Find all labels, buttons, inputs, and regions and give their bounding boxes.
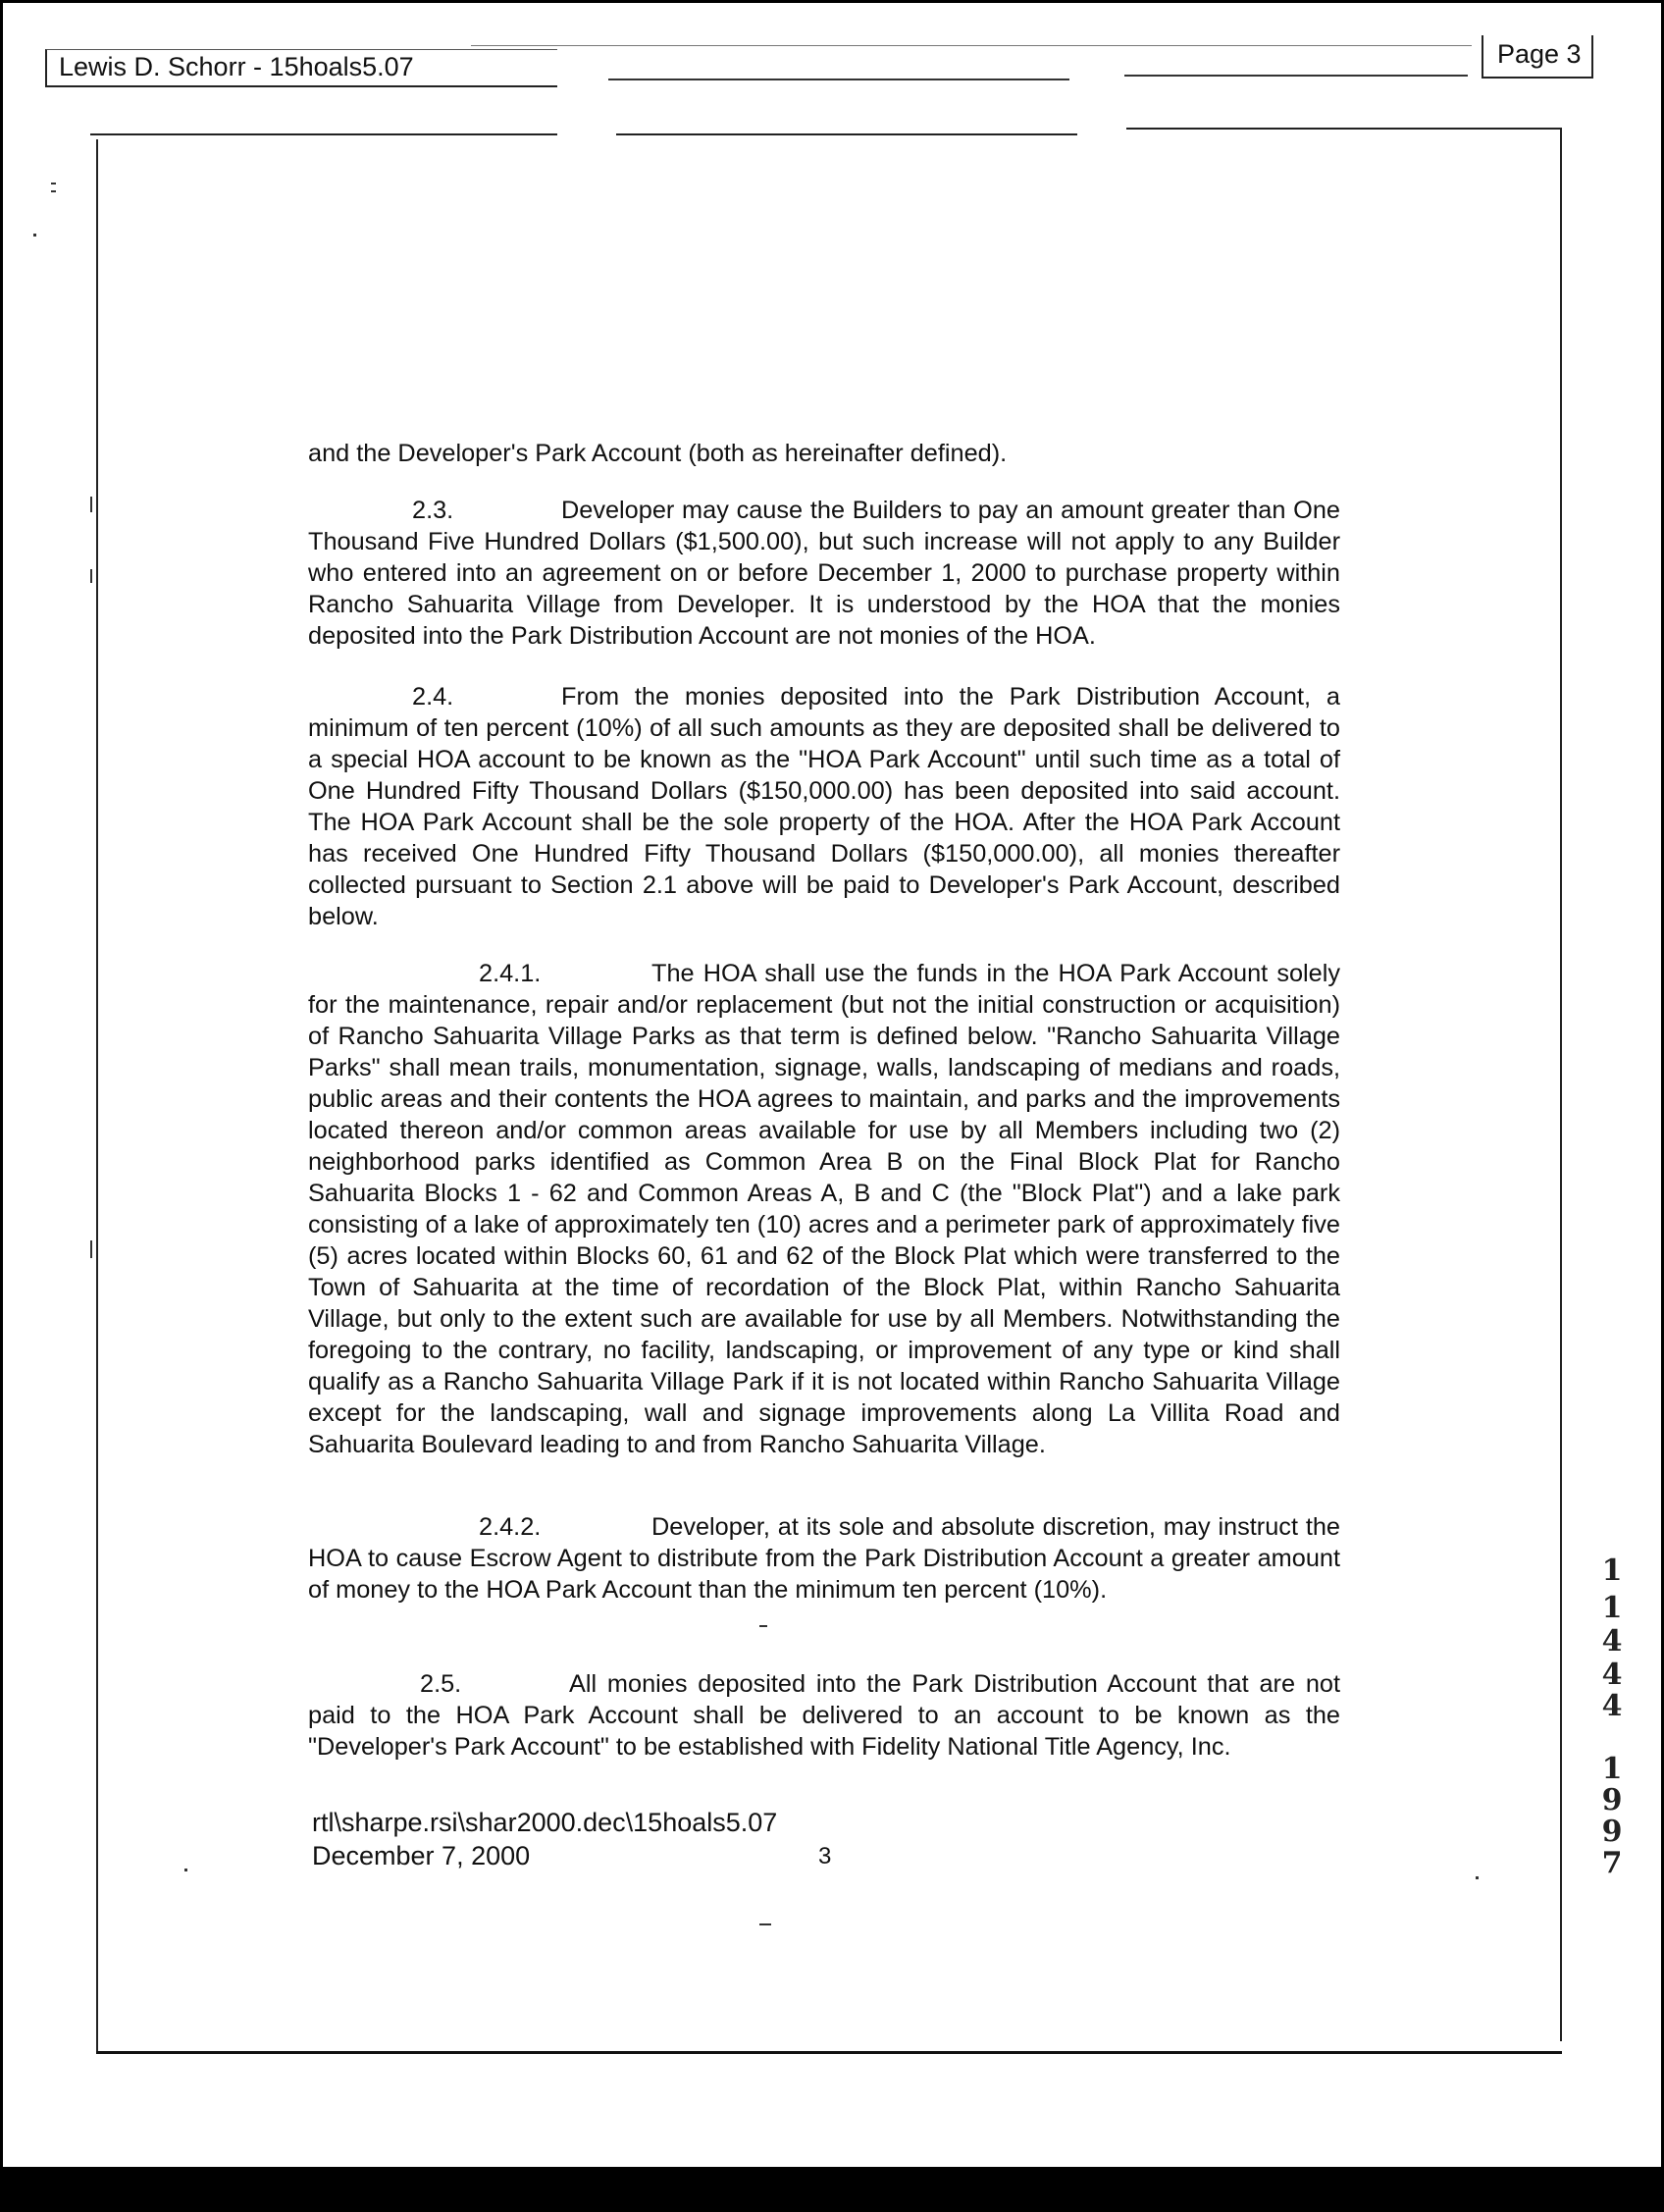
section-2-3 (308, 495, 1340, 652)
scan-mark (90, 1240, 92, 1258)
page-label: Page 3 (1497, 39, 1582, 69)
stamp-digit: 4 (1601, 1624, 1623, 1659)
scan-mark (759, 1923, 771, 1925)
section-number: 2.4. (412, 683, 454, 711)
content-box-top (1126, 128, 1562, 130)
stamp-digit: 9 (1601, 1783, 1623, 1817)
section-2-4-2 (308, 1511, 1340, 1606)
section-text: Developer, at its sole and absolute discretion, may instruct the HOA to cause Escrow Agent to distribute from the Park Distribution Account a greater amount of money to the HOA Park Account than the minimum ten percent (10%). (308, 1513, 1340, 1604)
section-text: The HOA shall use the funds in the HOA Park Account solely for the maintenance, repair and/or replacement (but not the initial construction or acquisition) of Rancho Sahuarita Village Parks as that term is defined below. "Rancho Sahuarita Village Parks" shall mean trails, monumentation, signage, walls, landscaping of medians and roads, public areas and their contents the HOA agrees to maintain, and parks and the improvements located thereon and/or common areas available for use by all Members including two (2) neighborhood parks identified as Common Area B on the Final Block Plat for Rancho Sahuarita Blocks 1 - 62 and Common Areas A, B and C (the "Block Plat") and a lake park consisting of a lake of approximately ten (10) acres and a perimeter park of approximately five (5) acres located within Blocks 60, 61 and 62 of the Block Plat which were transferred to the Town of Sahuarita at the time of recordation of the Block Plat, within Rancho Sahuarita Village, but only to the extent such are available for use by all Members. Notwithstanding the foregoing to the contrary, no facility, landscaping, or improvement of any type or kind shall qualify as a Rancho Sahuarita Village Park if it is not located within Rancho Sahuarita Village except for the landscaping, wall and signage improvements along La Villita Road and Sahuarita Boulevard leading to and from Rancho Sahuarita Village. (308, 960, 1340, 1458)
scan-bottom-band (0, 2167, 1664, 2212)
content-box-right (1560, 128, 1562, 2041)
header-title-box (45, 49, 557, 87)
section-2-5 (308, 1668, 1340, 1763)
scan-mark (90, 497, 92, 512)
stamp-digit: 1 (1601, 1591, 1623, 1625)
section-text: From the monies deposited into the Park Distribution Account, a minimum of ten percent (10%) of all such amounts as they are deposited shall be delivered to a special HOA account to be known as the "HOA Park Account" until such time as a total of One Hundred Fifty Thousand Dollars ($150,000.00) has been deposited into said account. The HOA Park Account shall be the sole property of the HOA. After the HOA Park Account has received One Hundred Fifty Thousand Dollars ($150,000.00), all monies thereafter collected pursuant to Section 2.1 above will be paid to Developer's Park Account, described below. (308, 683, 1340, 930)
section-2-4-1 (308, 958, 1340, 1460)
footer-page-number: 3 (818, 1843, 832, 1870)
page-label-box (1482, 35, 1593, 79)
section-number: 2.5. (420, 1670, 462, 1698)
header-title: Lewis D. Schorr - 15hoals5.07 (59, 52, 414, 81)
footer-file-path: rtl\sharpe.rsi\shar2000.dec\15hoals5.07 (312, 1808, 778, 1837)
stamp-digit: 4 (1601, 1658, 1623, 1692)
section-number: 2.4.1. (479, 960, 542, 987)
scan-mark (33, 234, 36, 237)
content-box-top (616, 133, 1077, 135)
scan-mark (90, 569, 92, 583)
header-rule (1124, 75, 1468, 77)
footer-date: December 7, 2000 (312, 1841, 531, 1870)
header-rule (608, 79, 1069, 80)
stamp-digit: 4 (1601, 1689, 1623, 1723)
section-2-4 (308, 681, 1340, 932)
scan-mark (184, 1869, 187, 1871)
section-text: Developer may cause the Builders to pay an amount greater than One Thousand Five Hundred Dollars ($1,500.00), but such increase will not apply to any Builder who entered into an agreement on or before December 1, 2000 to purchase property within Rancho Sahuarita Village from Developer. It is understood by the HOA that the monies deposited into the Park Distribution Account are not monies of the HOA. (308, 497, 1340, 650)
content-box-left (96, 139, 98, 2053)
section-text: All monies deposited into the Park Distribution Account that are not paid to the HOA Park Account shall be delivered to an account to be known as the "Developer's Park Account" to be established with Fidelity National Title Agency, Inc. (308, 1670, 1340, 1761)
stamp-digit: 1 (1601, 1752, 1623, 1786)
scan-mark (759, 1625, 767, 1627)
scan-mark (51, 190, 56, 192)
scan-mark (1476, 1876, 1479, 1879)
section-number: 2.4.2. (479, 1513, 542, 1541)
content-box-bottom (96, 2051, 1562, 2054)
header-rule (471, 45, 1472, 46)
scan-frame-left (0, 0, 3, 2169)
section-number: 2.3. (412, 497, 454, 524)
scan-frame-top (0, 0, 1664, 3)
scan-mark (51, 183, 56, 184)
stamp-digit: 9 (1601, 1815, 1623, 1849)
stamp-digit: 1 (1601, 1554, 1623, 1588)
intro-paragraph: and the Developer's Park Account (both as hereinafter defined). (308, 440, 1008, 467)
content-box-top (90, 133, 557, 135)
stamp-digit: 7 (1601, 1846, 1623, 1880)
